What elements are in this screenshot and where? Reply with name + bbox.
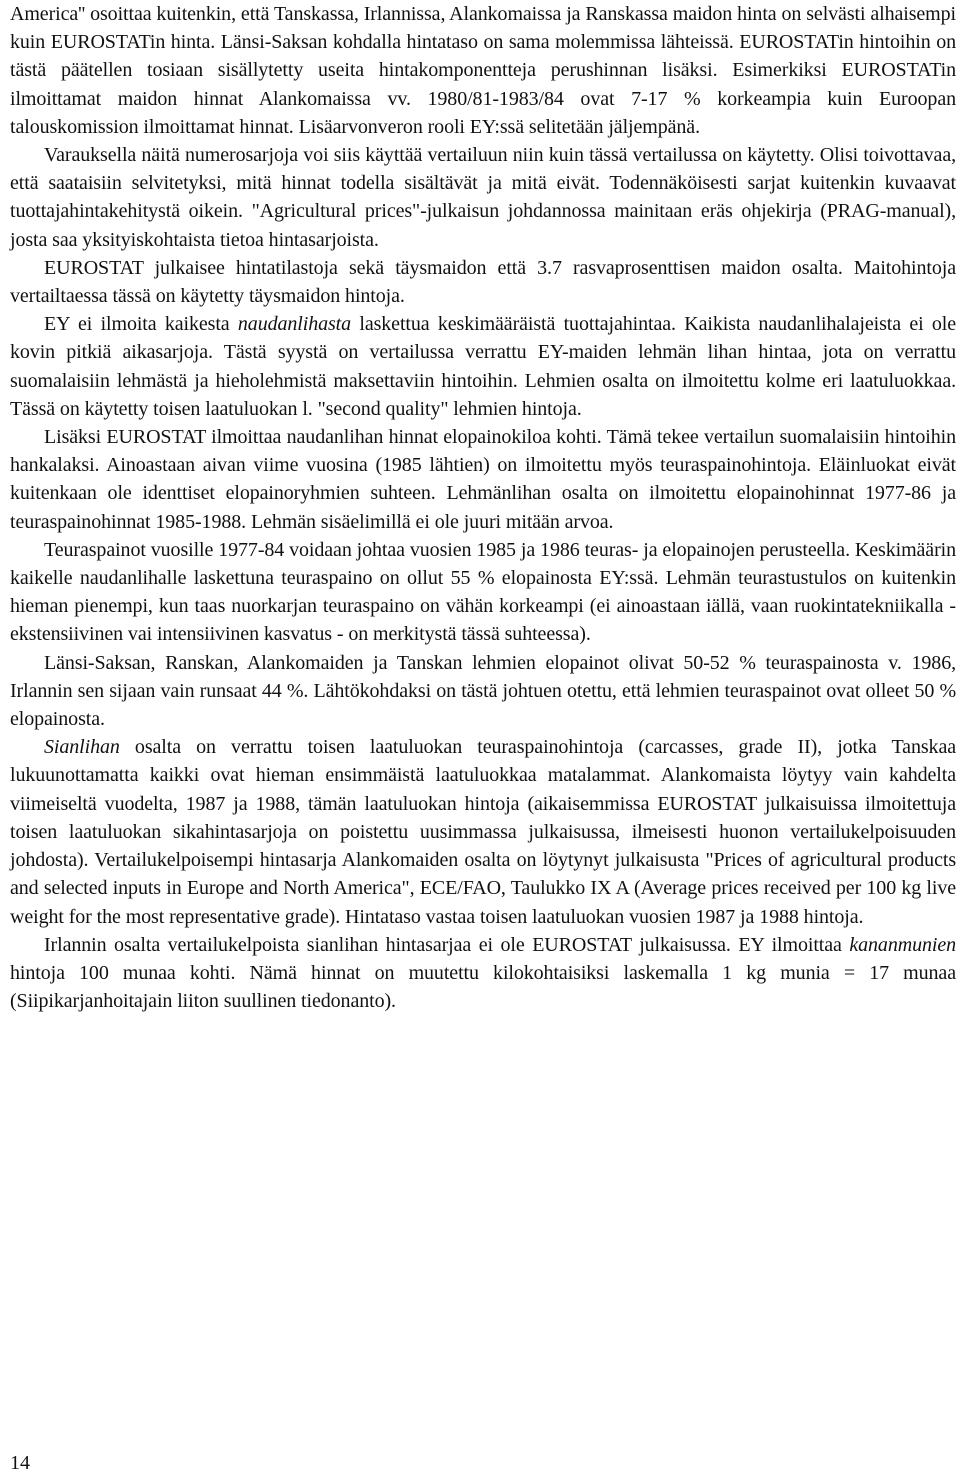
text-run: hintoja 100 munaa kohti. Nämä hinnat on muutettu kilokohtaisiksi laskemalla 1 kg munia = 17 munaa (Siipikarjanhoitajain liiton suullinen tiedonanto). bbox=[10, 961, 956, 1013]
text-run: laskettua keskimääräistä tuottajahintaa. Kaikista naudanlihalajeista ei ole kovin pitkiä aikasarjoja. Tästä syystä on vertailussa verrattu EY-maiden lehmän lihan hintaa, jota on verrattu suomalaisiin lehmästä ja hieholehmistä maksettaviin hintoihin. Lehmien osalta on ilmoitettu kolme eri laatuluokkaa. Tässä on käytetty toisen laatuluokan l. "second quality" lehmien hintoja. bbox=[10, 313, 956, 420]
paragraph bbox=[10, 310, 956, 423]
text-run: Teuraspainot vuosille 1977-84 voidaan johtaa vuosien 1985 ja 1986 teuras- ja elopainojen perusteella. Keskimäärin kaikelle naudanlihalle laskettuna teuraspaino on ollut 55 % elopainosta EY:ssä. Lehmän teurastustulos on kuitenkin hieman pienempi, kun taas nuorkarjan teuraspaino on vähän korkeampi (ei ainoastaan iällä, vaan ruokintatekniikalla - ekstensiivinen vai intensiivinen kasvatus - on merkitystä tässä suhteessa). bbox=[10, 538, 956, 646]
italic-term: naudanlihasta bbox=[237, 313, 352, 336]
paragraph bbox=[10, 733, 956, 930]
text-run: America'' osoittaa kuitenkin, että Tanskassa, Irlannissa, Alankomaissa ja Ranskassa maidon hinta on selvästi alhaisempi kuin EUROSTATin hinta. Länsi-Saksan kohdalla hintataso on sama molemmissa lähteissä. EUROSTATin hintoihin on tästä päätellen tosiaan sisällytetty useita hintakomponentteja perushinnan lisäksi. Esimerkiksi EUROSTATin ilmoittamat maidon hinnat Alankomaissa vv. 1980/81-1983/84 ovat 7-17 % korkeampia kuin Euroopan talouskomission ilmoittamat hinnat. Lisäarvonveron rooli EY:ssä selitetään jäljempänä. bbox=[10, 3, 956, 138]
italic-term: kananmunien bbox=[849, 933, 956, 956]
paragraph bbox=[10, 931, 956, 1016]
text-run: Irlannin osalta vertailukelpoista sianlihan hintasarjaa ei ole EUROSTAT julkaisussa. EY ilmoittaa bbox=[44, 933, 850, 956]
document-body bbox=[10, 0, 956, 1015]
italic-term: Sianlihan bbox=[44, 736, 120, 759]
text-run: EY ei ilmoita kaikesta bbox=[44, 313, 238, 336]
paragraph bbox=[10, 0, 956, 141]
text-run: EUROSTAT julkaisee hintatilastoja sekä täysmaidon että 3.7 rasvaprosenttisen maidon osalta. Maitohintoja vertailtaessa tässä on käytetty täysmaidon hintoja. bbox=[10, 256, 956, 308]
text-run: Länsi-Saksan, Ranskan, Alankomaiden ja Tanskan lehmien elopainot olivat 50-52 % teuraspainosta v. 1986, Irlannin sen sijaan vain runsaat 44 %. Lähtökohdaksi on tästä johtuen otettu, että lehmien teuraspainot ovat olleet 50 % elopainosta. bbox=[10, 651, 956, 731]
page-number: 14 bbox=[10, 1452, 30, 1474]
text-run: osalta on verrattu toisen laatuluokan teuraspainohintoja (carcasses, grade II), jotka Tanskaa lukuunottamatta kaikki ovat hieman ensimmäistä laatuluokkaa matalammat. Alankomaista löytyy vain kahdelta viimeiseltä vuodelta, 1987 ja 1988, tämän laatuluokan hintoja (aikaisemmissa EUROSTAT julkaisuissa ilmoitettuja toisen laatuluokan sikahintasarjoja on poistettu uusimmassa julkaisussa, ilmeisesti huonon vertailukelpoisuuden johdosta). Vertailukelpoisempi hintasarja Alankomaiden osalta on löytynyt julkaisusta "Prices of agricultural products and selected inputs in Europe and North America", ECE/FAO, Taulukko IX A (Average prices received per 100 kg live weight for the most representative grade). Hintataso vastaa toisen laatuluokan vuosien 1987 ja 1988 hintoja. bbox=[10, 736, 956, 928]
text-run: Lisäksi EUROSTAT ilmoittaa naudanlihan hinnat elopainokiloa kohti. Tämä tekee vertailun suomalaisiin hintoihin hankalaksi. Ainoastaan aivan viime vuosina (1985 lähtien) on ilmoitettu myös teuraspainohintoja. Eläinluokat eivät kuitenkaan ole identtiset elopainoryhmien suhteen. Lehmänlihan osalta on ilmoitettu elopainohinnat 1977-86 ja teuraspainohinnat 1985-1988. Lehmän sisäelimillä ei ole juuri mitään arvoa. bbox=[10, 426, 956, 533]
paragraph bbox=[10, 254, 956, 310]
paragraph bbox=[10, 649, 956, 734]
paragraph bbox=[10, 141, 956, 254]
paragraph bbox=[10, 536, 956, 649]
text-run: Varauksella näitä numerosarjoja voi siis käyttää vertailuun niin kuin tässä vertailussa on käytetty. Olisi toivottavaa, että saataisiin selvitetyksi, mitä hinnat todella sisältävät ja mitä eivät. Todennäköisesti sarjat kuitenkin kuvaavat tuottajahintakehitystä oikein. "Agricultural prices"-julkaisun johdannossa mainitaan eräs ohjekirja (PRAG-manual), josta saa yksityiskohtaista tietoa hintasarjoista. bbox=[10, 144, 956, 251]
paragraph bbox=[10, 423, 956, 536]
